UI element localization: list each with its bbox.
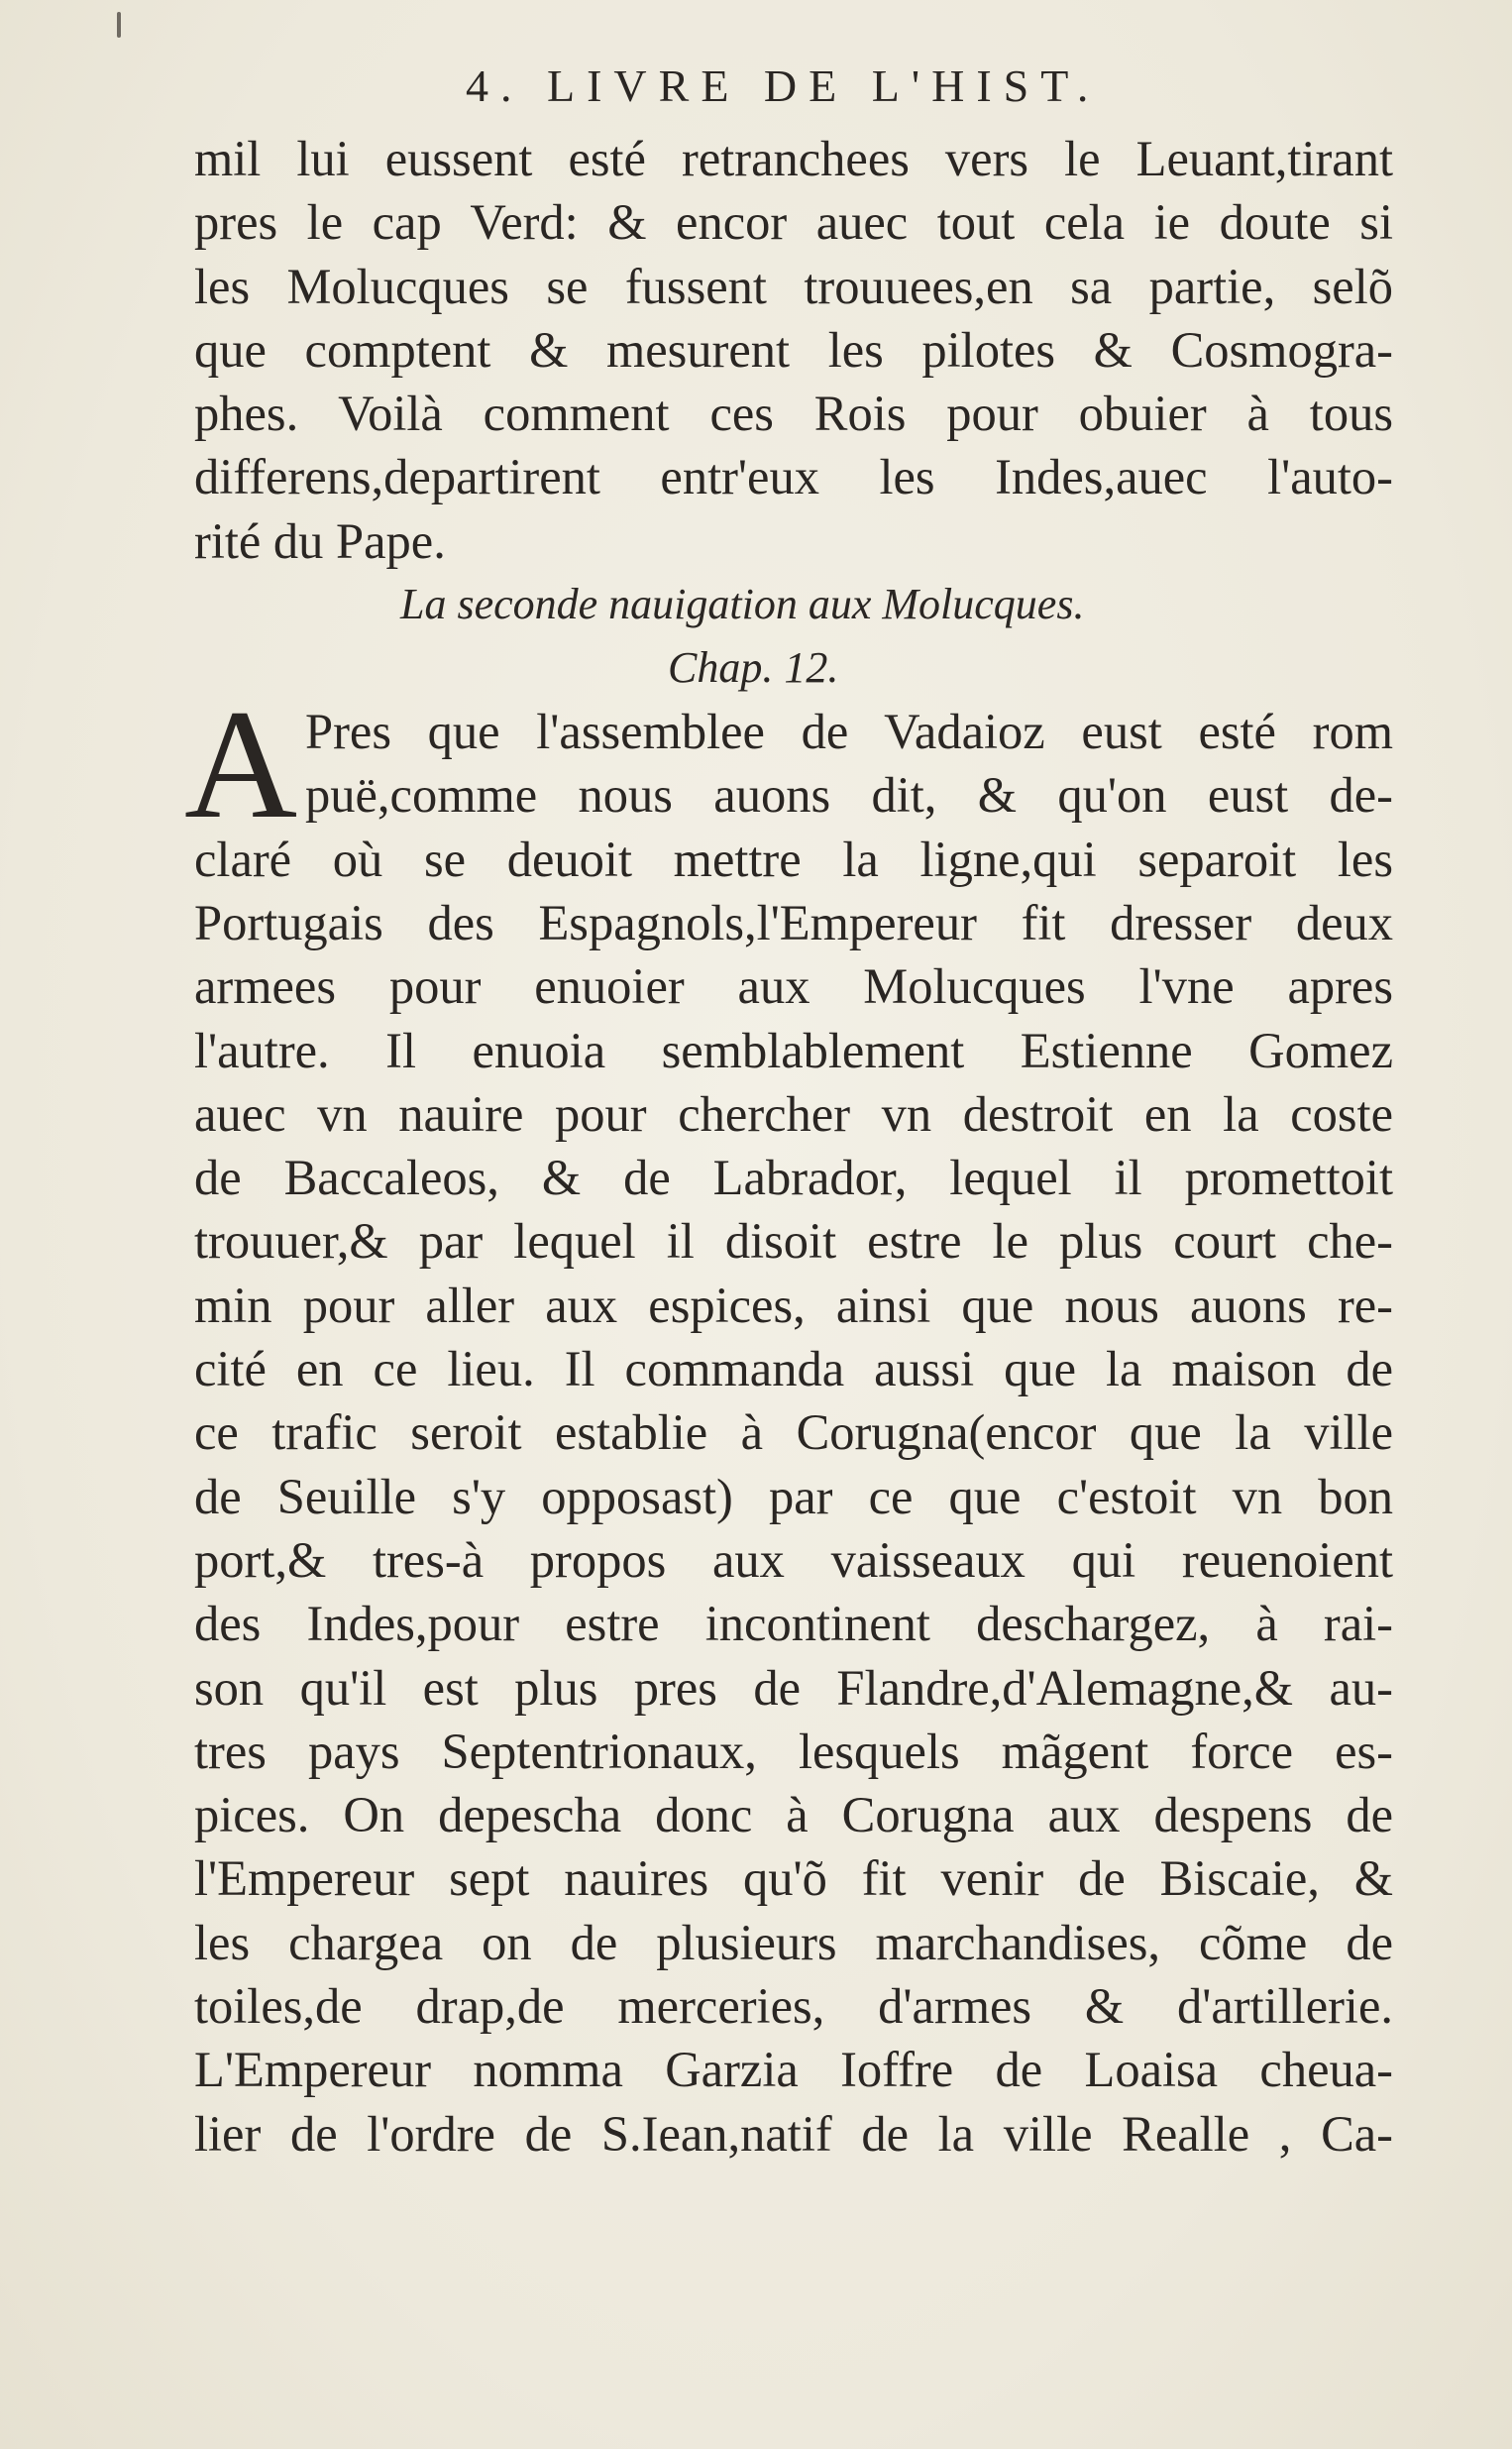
text-line: min pour aller aux espices, ainsi que nous auons re- (194, 1277, 1393, 1333)
text-line: que comptent & mesurent les pilotes & Cosmogra- (194, 321, 1393, 378)
text-line: trouuer,& par lequel il disoit estre le plus court che- (194, 1213, 1393, 1270)
page-text (184, 127, 1393, 2166)
text-line: cité en ce lieu. Il commanda aussi que la maison de (194, 1341, 1393, 1397)
text-line: pres le cap Verd: & encor auec tout cela ie doute si (194, 194, 1393, 251)
text-line: l'autre. Il enuoia semblablement Estienne Gomez (194, 1022, 1393, 1078)
text-line: port,& tres-à propos aux vaisseaux qui reuenoient (194, 1531, 1393, 1588)
text-line: mil lui eussent esté retranchees vers le Leuant,tirant (194, 131, 1393, 186)
chapter-number: Chap. 12. (668, 643, 839, 693)
text-line: auec vn nauire pour chercher vn destroit en la coste (194, 1085, 1393, 1142)
text-line: armees pour enuoier aux Molucques l'vne apres (194, 958, 1393, 1015)
text-line: rité du Pape. (194, 512, 446, 569)
paragraph-1 (194, 127, 1393, 573)
drop-cap: A (184, 678, 298, 852)
running-head: 4. LIVRE DE L'HIST. (466, 60, 1101, 111)
text-line: tres pays Septentrionaux, lesquels mãgent force es- (194, 1723, 1393, 1779)
text-line: differens,departirent entr'eux les Indes,auec l'auto- (194, 449, 1393, 505)
text-line: Portugais des Espagnols,l'Empereur fit dresser deux (194, 894, 1393, 950)
text-line: Pres que l'assemblee de Vadaioz eust esté rom (305, 704, 1393, 760)
text-line: puë,comme nous auons dit, & qu'on eust de- (305, 767, 1393, 824)
text-line: de Baccaleos, & de Labrador, lequel il promettoit (194, 1150, 1393, 1206)
text-line: des Indes,pour estre incontinent deschargez, à rai- (194, 1596, 1393, 1652)
text-line: claré où se deuoit mettre la ligne,qui separoit les (194, 831, 1393, 887)
text-line: toiles,de drap,de merceries, d'armes & d'artillerie. (194, 1978, 1393, 2035)
text-line: son qu'il est plus pres de Flandre,d'Alemagne,& au- (194, 1659, 1393, 1716)
ink-speck (117, 12, 121, 38)
text-line: pices. On depescha donc à Corugna aux despens de (194, 1787, 1393, 1843)
text-line: les chargea on de plusieurs marchandises, cõme de (194, 1914, 1393, 1970)
text-line: phes. Voilà comment ces Rois pour obuier à tous (194, 386, 1393, 442)
text-line: lier de l'ordre de S.Iean,natif de la ville Realle , Ca- (194, 2105, 1393, 2162)
text-line: l'Empereur sept nauires qu'õ fit venir de Biscaie, & (194, 1850, 1393, 1907)
text-line: L'Empereur nomma Garzia Ioffre de Loaisa cheua- (194, 2042, 1393, 2098)
text-line: de Seuille s'y opposast) par ce que c'estoit vn bon (194, 1468, 1393, 1524)
text-line: ce trafic seroit establie à Corugna(encor que la ville (194, 1404, 1393, 1461)
chapter-title: La seconde nauigation aux Molucques. (400, 580, 1085, 629)
paragraph-2 (184, 678, 1393, 2166)
text-line: les Molucques se fussent trouuees,en sa partie, selõ (194, 258, 1393, 314)
